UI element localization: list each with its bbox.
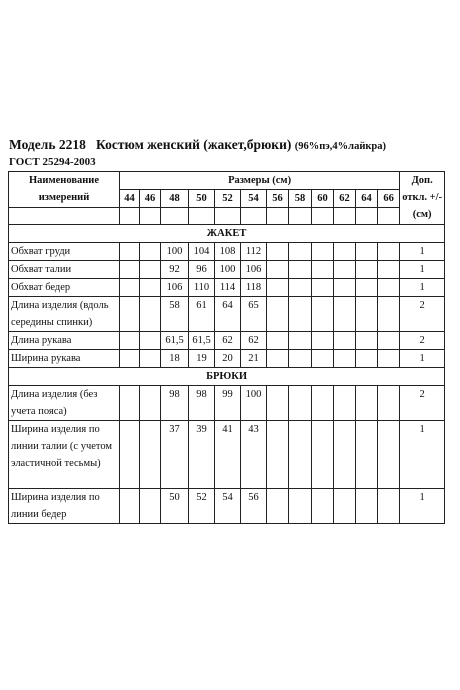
measurement-value: 52 xyxy=(189,489,215,524)
measurement-value xyxy=(267,421,289,489)
measurement-value xyxy=(334,350,356,368)
tolerance-value: 2 xyxy=(400,297,445,332)
header-spacer xyxy=(161,208,189,225)
measurement-value xyxy=(120,350,140,368)
measurement-value xyxy=(267,332,289,350)
measurement-value xyxy=(140,350,161,368)
measurement-value: 98 xyxy=(189,386,215,421)
measurement-value xyxy=(334,297,356,332)
measurement-value: 50 xyxy=(161,489,189,524)
measurement-value: 18 xyxy=(161,350,189,368)
measurement-value: 41 xyxy=(215,421,241,489)
measurement-name: Длина изделия (без учета пояса) xyxy=(9,386,120,421)
measurement-value xyxy=(140,421,161,489)
measurement-value xyxy=(334,243,356,261)
size-header-64: 64 xyxy=(356,190,378,208)
measurement-value xyxy=(312,421,334,489)
size-chart-table xyxy=(8,171,445,524)
measurement-value xyxy=(312,297,334,332)
tolerance-value: 1 xyxy=(400,279,445,297)
tolerance-value: 2 xyxy=(400,386,445,421)
measurement-value xyxy=(356,350,378,368)
size-header-50: 50 xyxy=(189,190,215,208)
measurement-value xyxy=(120,489,140,524)
header-spacer xyxy=(241,208,267,225)
measurement-value xyxy=(289,261,312,279)
measurement-value xyxy=(120,261,140,279)
measurement-value xyxy=(289,243,312,261)
measurement-value: 20 xyxy=(215,350,241,368)
size-header-58: 58 xyxy=(289,190,312,208)
size-header-60: 60 xyxy=(312,190,334,208)
measurement-value xyxy=(378,489,400,524)
measurement-value xyxy=(267,261,289,279)
measurement-value xyxy=(378,297,400,332)
measurement-value xyxy=(289,421,312,489)
measurement-value xyxy=(378,350,400,368)
header-spacer xyxy=(9,208,120,225)
measurement-name: Длина рукава xyxy=(9,332,120,350)
measurement-value xyxy=(120,386,140,421)
measurement-value xyxy=(378,279,400,297)
header-spacer xyxy=(140,208,161,225)
measurement-name: Обхват бедер xyxy=(9,279,120,297)
measurement-value xyxy=(334,332,356,350)
table-row xyxy=(9,350,445,368)
measurement-value xyxy=(120,279,140,297)
measurement-value: 100 xyxy=(215,261,241,279)
measurement-value xyxy=(356,386,378,421)
tolerance-header: Доп. откл. +/- (см) xyxy=(400,172,445,225)
size-header-56: 56 xyxy=(267,190,289,208)
measurement-value: 21 xyxy=(241,350,267,368)
measurement-value xyxy=(378,261,400,279)
tolerance-value: 1 xyxy=(400,261,445,279)
measurement-value xyxy=(334,489,356,524)
measurement-value xyxy=(378,386,400,421)
measurement-name: Ширина рукава xyxy=(9,350,120,368)
section-row xyxy=(9,368,445,386)
measurement-value xyxy=(312,243,334,261)
size-header-44: 44 xyxy=(120,190,140,208)
header-spacer xyxy=(189,208,215,225)
header-spacer xyxy=(378,208,400,225)
measurement-value xyxy=(140,279,161,297)
sizes-header: Размеры (см) xyxy=(120,172,400,190)
measurement-name-header: Наименование измерений xyxy=(9,172,120,208)
measurement-value xyxy=(120,421,140,489)
measurement-value xyxy=(312,350,334,368)
measurement-value xyxy=(120,332,140,350)
size-header-62: 62 xyxy=(334,190,356,208)
measurement-value: 61,5 xyxy=(189,332,215,350)
section-row xyxy=(9,225,445,243)
measurement-value xyxy=(356,279,378,297)
size-header-54: 54 xyxy=(241,190,267,208)
measurement-value xyxy=(312,386,334,421)
table-row xyxy=(9,386,445,421)
section-title: БРЮКИ xyxy=(9,368,445,386)
header-spacer xyxy=(356,208,378,225)
tolerance-value: 1 xyxy=(400,489,445,524)
measurement-value: 56 xyxy=(241,489,267,524)
measurement-value xyxy=(140,261,161,279)
measurement-value: 96 xyxy=(189,261,215,279)
header-spacer xyxy=(334,208,356,225)
measurement-value: 62 xyxy=(215,332,241,350)
measurement-value xyxy=(312,489,334,524)
measurement-value xyxy=(289,489,312,524)
measurement-value xyxy=(356,421,378,489)
measurement-value: 92 xyxy=(161,261,189,279)
measurement-value xyxy=(289,297,312,332)
measurement-value xyxy=(120,243,140,261)
fabric-composition: (96%пэ,4%лайкра) xyxy=(294,141,387,152)
measurement-value: 108 xyxy=(215,243,241,261)
table-row xyxy=(9,297,445,332)
measurement-value: 54 xyxy=(215,489,241,524)
measurement-value: 62 xyxy=(241,332,267,350)
measurement-value xyxy=(356,489,378,524)
measurement-value xyxy=(312,261,334,279)
measurement-name: Длина изделия (вдоль середины спинки) xyxy=(9,297,120,332)
header-spacer xyxy=(289,208,312,225)
measurement-value xyxy=(378,243,400,261)
measurement-value: 43 xyxy=(241,421,267,489)
tolerance-value: 2 xyxy=(400,332,445,350)
header-spacer xyxy=(312,208,334,225)
measurement-value xyxy=(289,279,312,297)
measurement-value xyxy=(140,332,161,350)
measurement-value xyxy=(289,350,312,368)
measurement-name: Ширина изделия по линии бедер xyxy=(9,489,120,524)
measurement-value: 39 xyxy=(189,421,215,489)
header-spacer xyxy=(215,208,241,225)
size-header-66: 66 xyxy=(378,190,400,208)
measurement-value xyxy=(334,421,356,489)
measurement-value: 114 xyxy=(215,279,241,297)
measurement-value: 61 xyxy=(189,297,215,332)
measurement-value: 19 xyxy=(189,350,215,368)
measurement-value xyxy=(356,297,378,332)
measurement-value xyxy=(356,332,378,350)
model-number: Модель 2218 xyxy=(9,137,86,152)
product-title: Костюм женский (жакет,брюки) xyxy=(95,137,292,152)
table-row xyxy=(9,421,445,489)
measurement-value: 100 xyxy=(241,386,267,421)
measurement-value xyxy=(140,297,161,332)
measurement-value xyxy=(312,332,334,350)
measurement-value xyxy=(334,261,356,279)
measurement-value xyxy=(267,297,289,332)
gost-standard: ГОСТ 25294-2003 xyxy=(9,156,96,168)
measurement-value: 110 xyxy=(189,279,215,297)
measurement-value xyxy=(140,243,161,261)
size-header-48: 48 xyxy=(161,190,189,208)
measurement-value xyxy=(356,261,378,279)
measurement-value xyxy=(120,297,140,332)
measurement-value xyxy=(289,386,312,421)
table-row xyxy=(9,489,445,524)
measurement-value xyxy=(140,386,161,421)
measurement-value xyxy=(267,350,289,368)
size-header-46: 46 xyxy=(140,190,161,208)
measurement-name: Обхват груди xyxy=(9,243,120,261)
measurement-value xyxy=(334,386,356,421)
measurement-value: 58 xyxy=(161,297,189,332)
measurement-value: 64 xyxy=(215,297,241,332)
measurement-value xyxy=(289,332,312,350)
measurement-value: 112 xyxy=(241,243,267,261)
measurement-value xyxy=(267,489,289,524)
table-row xyxy=(9,279,445,297)
measurement-value: 61,5 xyxy=(161,332,189,350)
table-row xyxy=(9,332,445,350)
measurement-value xyxy=(267,386,289,421)
header-spacer xyxy=(120,208,140,225)
measurement-value xyxy=(312,279,334,297)
table-row xyxy=(9,243,445,261)
measurement-value xyxy=(356,243,378,261)
measurement-name: Обхват талии xyxy=(9,261,120,279)
size-header-52: 52 xyxy=(215,190,241,208)
measurement-value: 118 xyxy=(241,279,267,297)
measurement-value: 99 xyxy=(215,386,241,421)
measurement-value: 65 xyxy=(241,297,267,332)
measurement-value xyxy=(267,279,289,297)
measurement-value: 100 xyxy=(161,243,189,261)
section-title: ЖАКЕТ xyxy=(9,225,445,243)
measurement-value: 104 xyxy=(189,243,215,261)
measurement-value xyxy=(378,421,400,489)
measurement-value xyxy=(140,489,161,524)
measurement-value xyxy=(334,279,356,297)
tolerance-value: 1 xyxy=(400,243,445,261)
measurement-value xyxy=(378,332,400,350)
measurement-value xyxy=(267,243,289,261)
measurement-value: 37 xyxy=(161,421,189,489)
table-row xyxy=(9,261,445,279)
tolerance-value: 1 xyxy=(400,350,445,368)
document-title xyxy=(9,137,386,153)
measurement-value: 106 xyxy=(241,261,267,279)
measurement-value: 98 xyxy=(161,386,189,421)
header-spacer xyxy=(267,208,289,225)
tolerance-value: 1 xyxy=(400,421,445,489)
measurement-value: 106 xyxy=(161,279,189,297)
measurement-name: Ширина изделия по линии талии (с учетом эластичной тесьмы) xyxy=(9,421,120,489)
